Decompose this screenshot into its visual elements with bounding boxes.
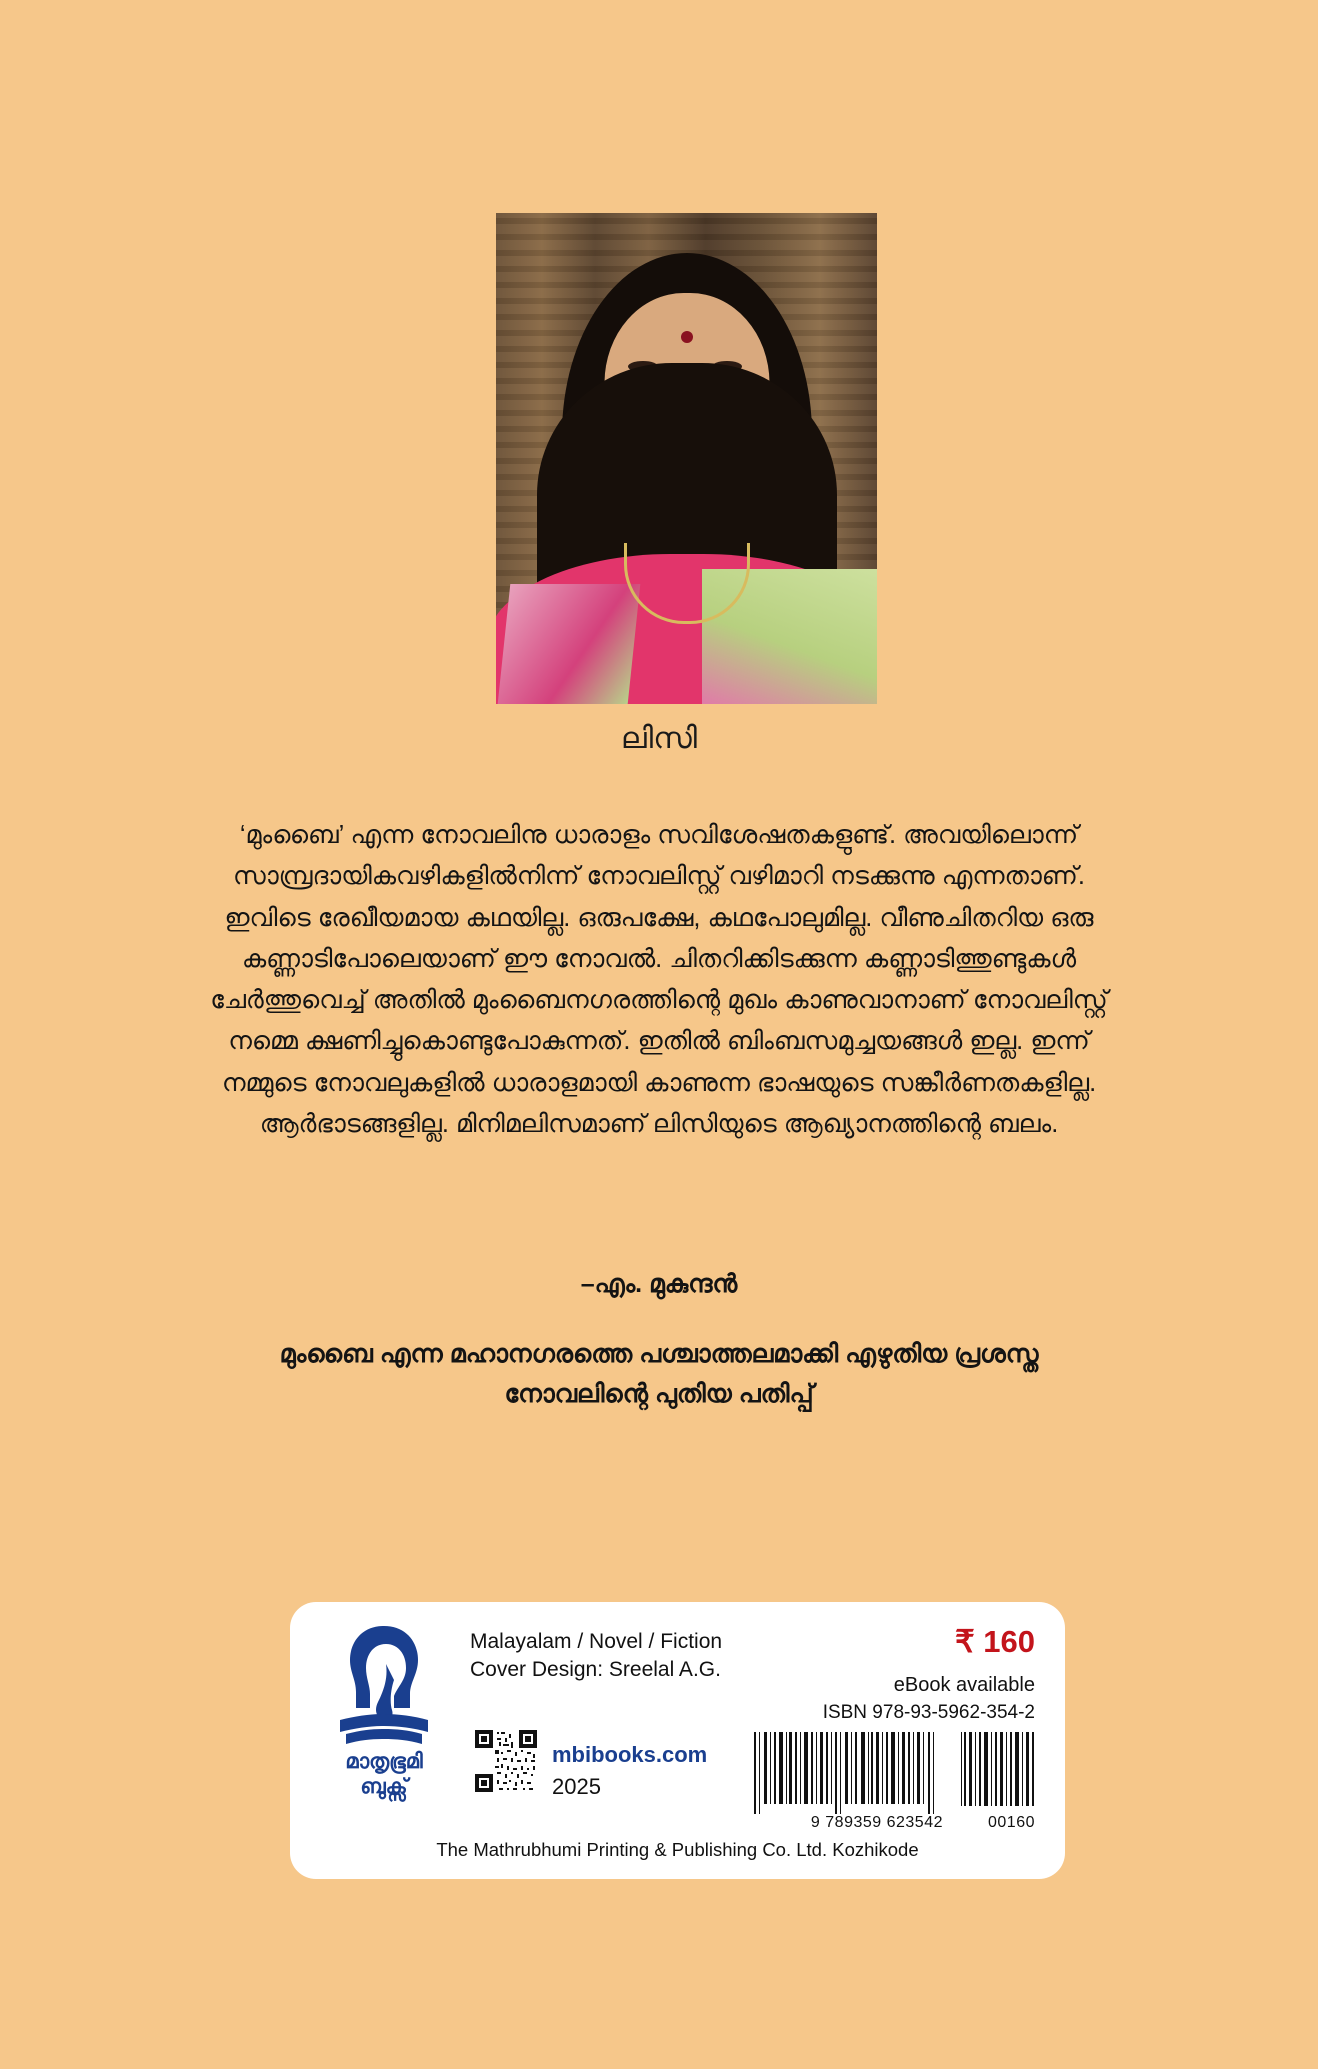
isbn-label: ISBN 978-93-5962-354-2 xyxy=(822,1702,1035,1723)
price-label: ₹ 160 xyxy=(954,1624,1035,1659)
publisher-logo xyxy=(316,1618,452,1823)
publisher-name-line2: ബുക്സ് xyxy=(360,1774,408,1798)
publisher-name-line1: മാതൃഭൂമി xyxy=(345,1750,423,1773)
footer-panel xyxy=(290,1602,1065,1879)
book-category: Malayalam / Novel / Fiction xyxy=(470,1630,723,1653)
tagline-text: മുംബൈ എന്ന മഹാനഗരത്തെ പശ്ചാത്തലമാക്കി എഴുതിയ പ്രശസ്ത നോവലിന്റെ പുതിയ പതിപ്പ് xyxy=(279,1340,1039,1408)
photo-saree-left xyxy=(498,584,641,704)
author-photo xyxy=(496,213,877,704)
blurb-text: ‘മുംബൈ’ എന്ന നോവലിനു ധാരാളം സവിശേഷതകളുണ്ട്. അവയിലൊന്ന് സാമ്പ്രദായികവഴികളിൽനിന്ന് നോവലിസ്റ്റ് വഴിമാറി നടക്കുന്നു എന്നതാണ്. ഇവിടെ രേഖീയമായ കഥയില്ല. ഒരുപക്ഷേ, കഥപോലുമില്ല. വീണുചിതറിയ ഒരു കണ്ണാടിപോലെയാണ് ഈ നോവൽ. ചിതറിക്കിടക്കുന്ന കണ്ണാടിത്തുണ്ടുകൾ ചേർത്തുവെച്ച് അതിൽ മുംബൈനഗരത്തിന്റെ മുഖം കാണുവാനാണ് നോവലിസ്റ്റ് നമ്മെ ക്ഷണിച്ചുകൊണ്ടുപോകുന്നത്. ഇതിൽ ബിംബസമുച്ചയങ്ങൾ ഇല്ല. ഇന്ന് നമ്മുടെ നോവലുകളിൽ ധാരാളമായി കാണുന്ന ഭാഷയുടെ സങ്കീർണതകളില്ല. ആർഭാടങ്ങളില്ല. മിനിമലിസമാണ് ലിസിയുടെ ആഖ്യാനത്തിന്റെ ബലം. xyxy=(210,821,1108,1139)
qr-code-icon[interactable] xyxy=(475,1730,537,1792)
mathrubhumi-elephant-icon xyxy=(324,1618,444,1748)
author-photo-frame xyxy=(496,213,877,704)
ebook-availability: eBook available xyxy=(893,1674,1035,1696)
website-link[interactable]: mbibooks.com xyxy=(552,1742,708,1767)
price-addon-barcode xyxy=(959,1732,1037,1814)
cover-design-credit: Cover Design: Sreelal A.G. xyxy=(470,1658,721,1682)
book-meta xyxy=(470,1628,722,1684)
isbn-barcode xyxy=(751,1732,939,1814)
photo-bindi xyxy=(681,331,693,343)
barcode-number-addon: 00160 xyxy=(988,1814,1035,1831)
blurb-attribution: –എം. മുകുന്ദൻ xyxy=(580,1270,738,1298)
imprint-line: The Mathrubhumi Printing & Publishing Co. Ltd. Kozhikode xyxy=(436,1839,919,1860)
author-name: ലിസി xyxy=(621,722,697,755)
barcode-number-main: 9 789359 623542 xyxy=(810,1814,943,1831)
publication-year: 2025 xyxy=(552,1774,601,1799)
